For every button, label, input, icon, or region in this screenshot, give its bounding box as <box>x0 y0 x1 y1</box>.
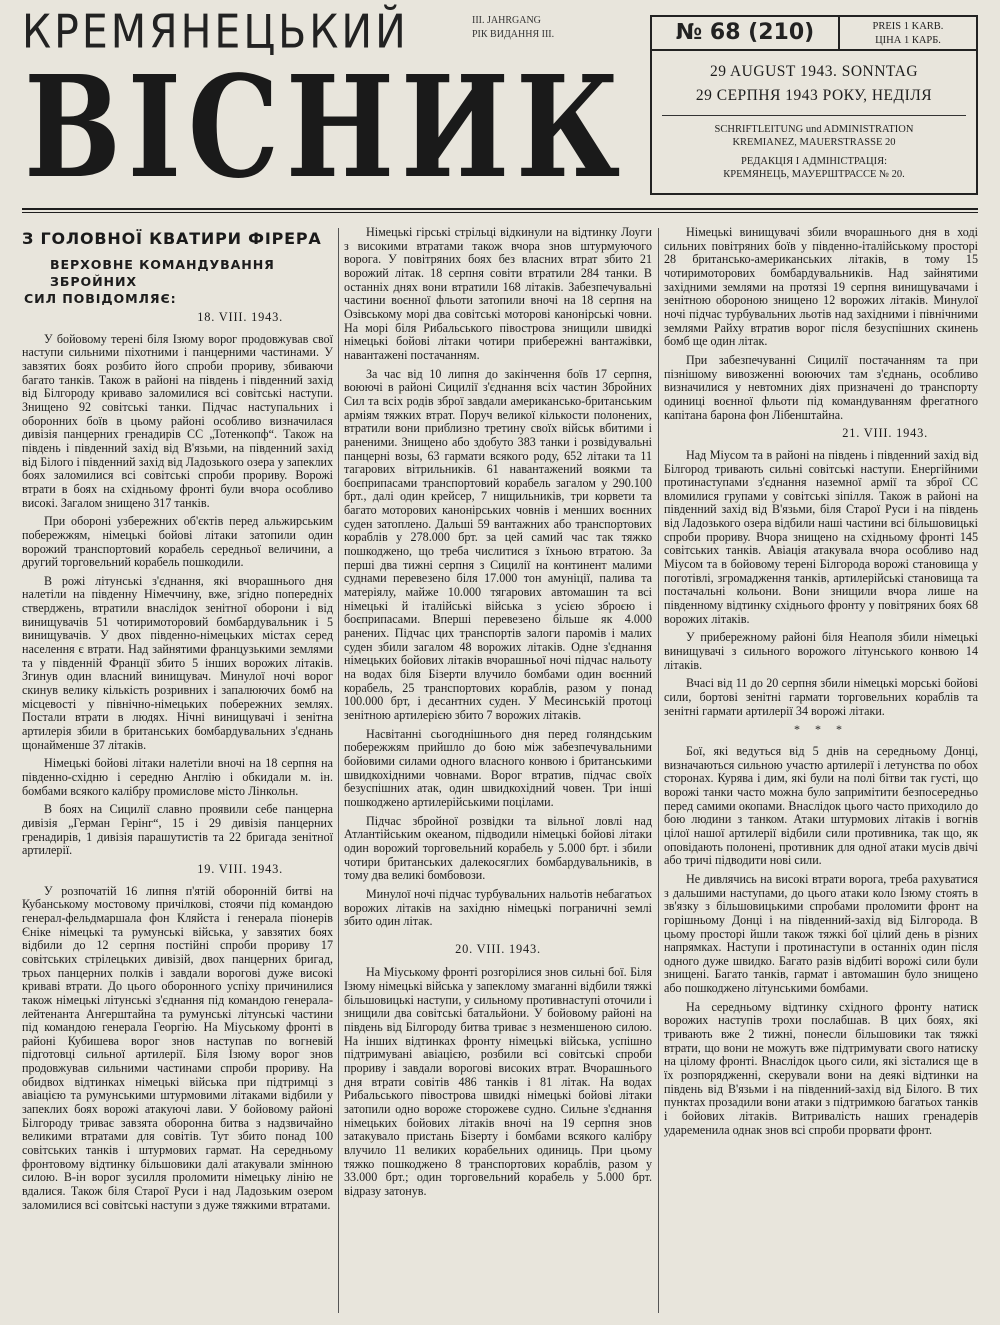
paragraph: Вчасі від 11 до 20 серпня збили німецькі морські бойові сили, бортові зенітні гармати торговельних кораблів та зенітні гармати артилерії 34 ворожі літаки. <box>664 676 978 718</box>
paragraph: В рожі літунські з'єднання, які вчорашнього дня налетіли на південну Німеччину, вже, згідно попередніх стверджень, втратили внаслідок зенітної оборони і від винищувачів 51 чотиримоторовий бомбардувальник і 5 винищувачів. У двох південно-німецьких містах серед населення є втрати. Над зайнятими французькими землями та у південній Франції збито 5 інших ворожих літаків. Згинув один власний винищувач. Минулої ночі ворог скинув велику кількість розривних і запалюючих бомб на місцевості у північно-німецьких побережних землях. Постали втрати в людях. Нічні винищувачі і зенітна артилерія збили в британських бомбардувальних з'єднань щонайменше 37 літаків. <box>22 573 333 752</box>
paragraph: Німецькі гірські стрільці відкинули на відтинку Лоуги з високими втратами також вчора знов штурмуючого ворога. У повітряних боях без власних втрат збито 21 ворожий літак. 18 серпня совіти втратили 284 танки. В останніх днях вони втратили 168 літаків. Забезпечувальні частини воєнної фльоти затопили вночі на 18 серпня на Озівському морі два совітські моторові канонірські човни. На морі біля Рибальського півострова знищили швидкі німецькі бойові літаки чотири прибережні вантажівки, навантажені постачанням. <box>344 225 652 362</box>
paragraph: Над Міусом та в районі на південь і південний захід від Білгород тривають сильні совітські наступи. Енергійними протинаступами з'єднання наземної армії та зброї СС вломилися групами у совітські зіпілля. Також в районі на південний захід від В'язьми, біля Старої Руси і на південь від Ладозького озера відбили наші частини всі більшовицькі спроби прориву. Вчора знищено на східньому фронті 145 совітських танків. Авіація атакувала вчора особливо над Міусом та в бойовому терені Білгорода ворожі становища у поготівлі, згромадження танків, артилерійські становища та постачальні кольони. Вони знищили вчора лише на південному відтинку східнього фронту у повітряних боях 68 ворожих літаків. <box>664 447 978 626</box>
paragraph: У розпочатій 16 липня п'ятій оборонній битві на Кубанському мостовому причілкові, стоячи під командою генерал-фельдмаршала фон Кляйста і генерала піонерів Єніке німецькі та румунські війська, у завзятих боях відбили до 12 серпня постійні спроби прориву 17 совітських стрілецьких дивізій, двох панцерних бригад, трьох панцерних полків і завдали ворогові дуже високі криваві втрати. До цього оборонного успіху причинилися також німецькі літунські з'єднання під командою генерала-лейтенанта Ангерштайна та румунські літунські частини під командою генерала Георгію. На Міуському фронті в районі Кубишева ворог знов наступав по вогневій підготовці сильної артилерії. Біля Ізюму ворог знов продовжував сильними частинами спроби прориву. На обидвох відтинках німецькі війська при підтримці з авіацією та румунськими штурмовими літаками відбили у запеклих боях ворожі атакуючі лави. У бойовому районі Білгороду триває завзята оборонна битва з надзвичайно великими втратами для совітів. Тут збито понад 100 совітських танків і штурмових гармат. На середньому фронтовому відтинку більшовики далі атакували змінною силою. В-ін ворог зусилля проломити німецьку лінію не вдалися. Також біля Старої Руси і над Ладозьким озером заломилися всі совітські наступи з дуже тяжкими втратами. <box>22 883 333 1212</box>
jahrgang-label: III. JAHRGANG <box>472 15 541 26</box>
paragraph: За час від 10 липня до закінчення боїв 17 серпня, воюючі в районі Сицилії з'єднання всіх частин Збройних Сил та всіх родів зброї завдали американсько-британським арміям тяжких втрат. Поруч великої кількости полонених, втратили вони приблизно третину своїх військ вбитими і раненими. Знищено або здобуто 383 танки і розвідувальні панцерні возы, 63 гармати всякого роду, 652 літаки та 11 тагарових вітрильників. 61 навантажений воякми та боєприпасами транспортовий корабель загалом у 290.100 брт., далі один крейсер, 7 нищильників, три корвети та багато моторових канонірських човнів і менших воєнних суден затоплено. Дальші 59 вантажних або транспортових кораблів у 278.000 брт. за цей самий час так тяжко пошкоджено, що треба числитися з їхньою втратою. За перші два тижні серпня з Сицилії на континент малими суднами перевезено біля 17.000 тон амуніції, палива та матеріялу, майже 10.000 тягарових автомашин та всі німецькі й італійські війська з усією зброєю і боєприпасами. Вперші перевезено більше як 4.000 ранених. Підчас цих транспортів залоги паромів і малих суден збили загалом 48 ворожих літаків. Одне з'єднання німецьких бойових літаків вчорашньої ночі підчас нальоту на водах біля Бізерти влучило бомбами один воєнний корабель, 25 транспортових кораблів, разом у понад 100.000 брт, і десантних суден. У Месинській протоці зенітною артилерією збито 7 ворожих літаків. <box>344 366 652 722</box>
paragraph: Підчас збройної розвідки та вільної ловлі над Атлантійським океаном, підводили німецькі бойові літаки один ворожий торговельний корабель у 5.000 брт. і збили чотири британських далекосяглих бомбардувальників, в тому два великі бомбовози. <box>344 813 652 883</box>
column-2 <box>344 226 652 1316</box>
paragraph: Бої, які ведуться від 5 днів на середньому Донці, визначаються сильною участю артилерії і летунства по обох сторонах. Курява і дим, які були на полі бітви так густі, що ворожі танки часто можна було запримітити безпосередньо перед самими окопами. Внаслідок цього часто приходило до бою людини з танком. Атаки штурмових літаків і вогнів цілої нашої артилерії відбили сили противника, так що, як оповідають полонені, противник для одної атаки мусів двічі або тричі підводити нові сили. <box>664 743 978 868</box>
paragraph: У бойовому терені біля Ізюму ворог продовжував свої наступи сильними піхотними і панцерними частинами. У завзятих боях розбито його спроби прориву, збиваючи багато танків. Також в районі на південь і південний захід від Білгороду криваво заломилися всі совітські наступи. Знищено 92 совітські танки. Підчас наступальних і оборонних боїв в цьому районі особливо визначилася дивізія панцерних гренадирів СС „Тотенкопф“. Також на південь і південний захід від В'язьми, на південний захід від Білого і південний захід від Ладозького озера у запеклих боях заломилися всі совітські спроби прориву. Ворожі втрати в боях на східньому фронті були вчора особливо високі. Загалом знищено 317 танків. <box>22 331 333 510</box>
office-de-line-2: KREMIANEZ, MAUERSTRASSE 20 <box>732 137 896 148</box>
column-divider <box>338 228 339 1313</box>
dateline-19: 19. VIII. 1943. <box>197 861 283 876</box>
article-subhead-line-2: СИЛ ПОВІДОМЛЯЄ: <box>24 291 177 306</box>
divider <box>662 115 966 116</box>
paragraph: На середньому відтинку східного фронту натиск ворожих наступів трохи послабшав. В цих боях, які тривають вже 2 тижні, понесли більшовики так тяжкі втрати, що вони не можуть вже підтримувати свого натиску на цілому фронті. Внаслідок цього сили, які зісталися ще в їх розпорядженні, скерували вони на деякі відтинки на південь від В'язьми і на південний-захід від Білого. В тих пунктах прозадили вони атаки з підтримкою багатьох танків і бойових літаків. Витривалість наших гренадерів удаременила однак знов всі спроби прорвати фронт. <box>664 999 978 1137</box>
paragraph: На Міуському фронті розгорілися знов сильні бої. Біля Ізюму німецькі війська у запеклому змаганні відбили тяжкі більшовицькі наступи, у сильному противнаступі оточили і знищили два совітські батальйони. У бойовому районі на південь від Білгороду битва триває з незменшеною силою. На інших відтинках фронту німецькі війська, успішно підтримувані авіацією, розбили всі совітські спроби прориву і завдали ворогові високих втрат. Вчорашнього дня втрати совітів 486 танків і 81 літак. На водах Рибальського півострова швидкі німецькі бойові літаки затопили одно вороже сторожеве судно. Сильне з'єднання німецьких бойових літаків вночі на 19 серпня знов затакувало пристань Бізерту і бомбами всякого калібру влучило 11 великих корабельних одиниць. При цьому тяжко пошкоджено 8 транспортових кораблів, разом у 33.000 брт.; один торговельний корабель у 5.000 брт. відразу затонув. <box>344 965 652 1198</box>
office-uk-line-2: КРЕМЯНЕЦЬ, МАУЕРШТРАССЕ № 20. <box>723 169 905 180</box>
volume-info <box>472 14 582 42</box>
issue-date-uk: 29 СЕРПНЯ 1943 РОКУ, НЕДІЛЯ <box>695 87 933 104</box>
issue-info-box <box>650 15 978 195</box>
article-subhead-line-1: ВЕРХОВНЕ КОМАНДУВАННЯ ЗБРОЙНИХ <box>50 257 275 289</box>
paragraph: Німецькі бойові літаки налетіли вночі на 18 серпня на південно-східню і середню Англію і обкидали м. ін. бомбами всякого калібру промислове місто Лінкольн. <box>22 756 333 798</box>
paragraph: Німецькі винищувачі збили вчорашнього дня в ході сильних повітряних боїв у південно-італійському просторі 28 британсько-американських літаків, в тому 15 чотиримоторових бомбардувальників. Над зайнятими західними землями на протязі 19 серпня винищувачами і зенітною обороною знищено 12 ворожих літаків. Минулої ночі підчас турбувальних льотів над західними і північними землями Райху втратив ворог після безуспішних скинень бомб ще один літак. <box>664 225 978 349</box>
nameplate-top-line: КРЕМЯНЕЦЬКИЙ <box>22 4 409 59</box>
paragraph: Минулої ночі підчас турбувальних нальотів небагатьох ворожих літаків на західню німецькі пограничні землі збито один літак. <box>344 886 652 929</box>
column-3 <box>664 226 978 1316</box>
paragraph: У прибережному районі біля Неаполя збили німецькі винищувачі з сильного ворожого літунського конвою 14 літаків. <box>664 630 978 672</box>
rik-vydannia-label: РІК ВИДАННЯ III. <box>472 29 555 40</box>
office-address-de <box>652 123 976 149</box>
issue-number: № 68 (210) <box>652 17 840 51</box>
masthead-rule <box>22 208 978 210</box>
column-divider <box>658 228 659 1313</box>
article-headline: З ГОЛОВНОЇ КВАТИРИ ФІРЕРА <box>22 229 322 248</box>
office-address-uk <box>652 155 976 181</box>
paragraph: В боях на Сицилії славно проявили себе панцерна дивізія „Герман Герінг“, 15 і 29 дивізія панцерних гренадирів, 1 дивізія парашутистів та 22 бригада зенітної артилерії. <box>22 802 333 858</box>
price-de: PREIS 1 KARB. <box>872 21 944 32</box>
paragraph: При забезпечуванні Сицилії постачанням та при пізнішому вивозженні воюючих там з'єднань, особливо визначилися у невтомних діях призначені до транспорту одиниці воєнної фльоти під командуванням фрегатного капітана барона фон Лібенштайна. <box>664 352 978 422</box>
nameplate-title: ВІСНИК <box>24 46 627 210</box>
dateline-18: 18. VIII. 1943. <box>197 310 283 324</box>
masthead-rule-thin <box>22 212 978 213</box>
section-separator-stars: * * * <box>794 722 848 737</box>
column-1 <box>22 226 333 1316</box>
office-de-line-1: SCHRIFTLEITUNG und ADMINISTRATION <box>714 124 914 135</box>
paragraph: При обороні узбережних об'єктів перед альжирським побережжям, німецькі бойові літаки затопили один ворожий транспортовий корабель середньої величини, а другий торговельний корабель пошкодили. <box>22 514 333 570</box>
office-uk-line-1: РЕДАКЦІЯ І АДМІНІСТРАЦІЯ: <box>741 156 887 167</box>
price-block <box>840 17 976 51</box>
paragraph: Не дивлячись на високі втрати ворога, треба рахуватися з дальшими наступами, до цього атаки коло Ізюму стоять в зв'язку з більшовицькими спробами проломити фронт на горішньому Донці і на південний-захід від Білгорода. В цьому просторі йшли також тяжкі бої цілий день в різних напрямках. Наступи і протинаступи в останніх один після одного дуже швидко. Багато разів відбиті ворожі сили були знищені. Багато танків, гармат і автомашин було знищено або пошкоджено літунськими бомбами. <box>664 871 978 996</box>
price-uk: ЦІНА 1 КАРБ. <box>875 35 941 46</box>
dateline-21: 21. VIII. 1943. <box>842 426 928 441</box>
dateline-20: 20. VIII. 1943. <box>455 941 541 956</box>
issue-date-de: 29 AUGUST 1943. SONNTAG <box>709 63 919 80</box>
paragraph: Насвітанні сьогоднішнього дня перед голяндським побережжям прийшло до бою між забезпечувальними бойовими силами одного власного конвою і британськими швидкохідними човнами. Ворог втратив, підчас своїх безуспішних атак, один швидкохідний човен. Три інші пошкоджено артилерійськими поцілами. <box>344 726 652 809</box>
